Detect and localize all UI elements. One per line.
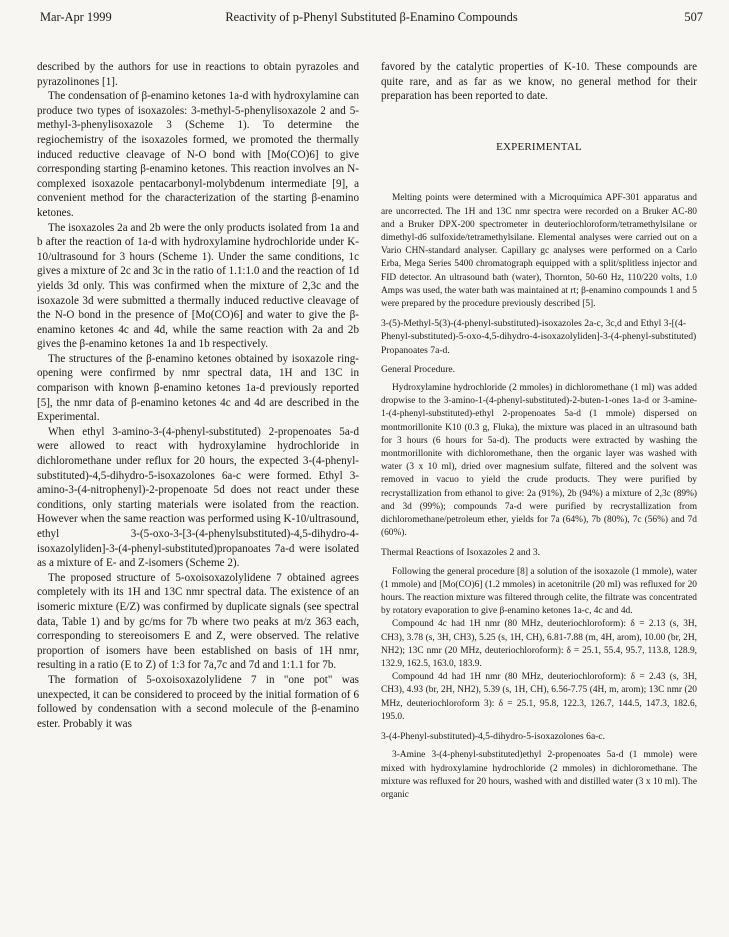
paragraph: The condensation of β-enamino ketones 1a-d with hydroxylamine can produce two types of isoxazoles: 3-methyl-5-phenylisoxazole 2 and 5-methyl-3-phenylisoxazole 3 (Scheme 1). To determine the regiochemistry of the isoxazoles formed, we promoted the thermally induced reductive cleavage of N-O bond with [Mo(CO)6] to give corresponding starting β-enamino ketones. This reaction involves an N-complexed isoxazole pentacarbonyl-molybdenum intermediate [9], a convenient method for the characterization of the starting β-enamino ketones.: [37, 90, 359, 219]
paragraph: Compound 4d had 1H nmr (80 MHz, deuteriochloroform): δ = 2.43 (s, 3H, CH3), 4.93 (br, 2H, NH2), 5.39 (s, 1H, CH), 6.56-7.75 (4H, m, arom); 13C nmr (20 MHz, deuteriochloroform 3): δ = 25.1, 95.8, 122.3, 126.7, 144.5, 147.3, 182.6, 195.0.: [381, 672, 697, 722]
paragraph: Following the general procedure [8] a solution of the isoxazole (1 mmole), water (1 mmole) and [Mo(CO)6] (1.2 mmoles) in acetonitrile (20 ml) was refluxed for 20 hours. The reaction mixture was filtered through celite, the filtrate was concentrated by rotatory evaporation to give β-enamino ketones 1a-c, 4c and 4d.: [381, 566, 697, 617]
paragraph: The structures of the β-enamino ketones obtained by isoxazole ring-opening were confirmed by nmr spectral data, 1H and 13C in comparison with known β-enamino ketones 1a-d previously reported [5], the nmr data of β-enamino ketones 4c and 4d are described in the Experimental.: [37, 352, 359, 424]
paragraph: Compound 4c had 1H nmr (80 MHz, deuteriochloroform): δ = 2.13 (s, 3H, CH3), 3.78 (s, 3H, CH3), 5.25 (s, 1H, CH), 6.81-7.88 (m, 4H, arom), 10.00 (br, 2H, NH2); 13C nmr (20 MHz, deuteriochloroform): δ = 25.1, 55.4, 95.7, 113.8, 128.9, 132.9, 162.5, 163.0, 183.9.: [381, 619, 697, 670]
paragraph: The formation of 5-oxoisoxazolylidene 7 in "one pot" was unexpected, it can be considered to proceed by the initial formation of 6 followed by condensation with a second molecule of the β-enamino ester. Probably it was: [37, 673, 359, 730]
section-heading: EXPERIMENTAL: [496, 140, 582, 153]
paragraph: 3-Amine 3-(4-phenyl-substituted)ethyl 2-propenoates 5a-d (1 mmole) were mixed with hydroxylamine hydrochloride (2 mmoles) in dichloromethane. The mixture was refluxed for 20 hours, washed with and distilled water (3 x 10 ml). The organic: [381, 750, 697, 800]
left-column: [37, 60, 359, 731]
paragraph: described by the authors for use in reactions to obtain pyrazoles and pyrazolinones [1].: [37, 61, 359, 88]
subsection-heading: 3-(5)-Methyl-5(3)-(4-phenyl-substituted)-isoxazoles 2a-c, 3c,d and Ethyl 3-[(4-Phenyl-substituted)-5-oxo-4,5-dihydro-4-isoxazolyliden]-3-(4-phenyl-substituted) Propanoates 7a-d.: [381, 318, 697, 356]
running-title: Reactivity of p-Phenyl Substituted β-Enamino Compounds: [225, 10, 518, 24]
paragraph: The isoxazoles 2a and 2b were the only products isolated from 1a and b after the reaction of 1a-d with hydroxylamine hydrochloride under K-10/ultrasound for 3 hours (Scheme 1). Under the same conditions, 1c gives a mixture of 2c and 3c in the ratio of 1.1:1.0 and the reaction of 1d yields 3d only. This was confirmed when the mixture of 2,3c and the isoxazole 3d were submitted a thermally induced reductive cleavage of the N-O bond in the presence of [Mo(CO)6] and water to give the β-enamino ketones 4c and 4d, while the same reaction with 2a and 2b gives the β-enamino ketones 1a and 1b respectively.: [37, 221, 359, 351]
issue-date: Mar-Apr 1999: [40, 10, 112, 24]
page-number: 507: [684, 10, 703, 24]
paragraph: Melting points were determined with a Microquímica APF-301 apparatus and are uncorrected. The 1H and 13C nmr spectra were recorded on a Bruker AC-80 and a Bruker DPX-200 spectrometer in deuteriochloroform/tetramethylsilane or dimethyl-d6 sulfoxide/tetramethylsilane. Elemental analyses were carried out on a Vario CHN-standard analyser. Capillary gc analyses were performed on a Carlo Erba, Mega Series 5400 chromatograph equipped with a split/splitless injector and FID detector. An ultrasound bath (water), Thornton, 50-60 Hz, 110/220 volts, 1.0 Amps was used, the water bath was maintained at rt; β-enamino compounds 1 and 5 were prepared by the procedure previously described [5].: [381, 193, 697, 309]
procedure-label: General Procedure.: [381, 363, 456, 375]
paragraph: Hydroxylamine hydrochloride (2 mmoles) in dichloromethane (1 ml) was added dropwise to the 3-amino-1-(4-phenyl-substituted)-2-buten-1-ones 1a-d or 3-amine-1-(4-phenyl-substituted)-ethyl 2-propenoates 5a-d (1 mmole) dispersed on montmorillonite K10 (0.3 g, Fluka), the mixture was placed in an ultrasound bath for 3 hours (6 hours for 5a-d). The products were extracted by washing the montmorillonite with dichloromethane, then the organic layer was washed with water (3 x 10 ml), dried over magnesium sulfate, filtered and the solvent was removed in vacuo to yield the crude products. They were purified by recrystallization from ethanol to give: 2a (91%), 2b (94%) a mixture of 2,3c (89%) and 3d (99%); compounds 7a-d were purified by recrystallization from dichloromethane/petroleum ether, yields for 7a (64%), 7b (80%), 7c (56%) and 7d (60%).: [381, 383, 697, 539]
running-header: [40, 10, 703, 32]
paragraph: favored by the catalytic properties of K-10. These compounds are quite rare, and as far as we know, no general method for their preparation has been reported to date.: [381, 61, 697, 103]
subsection-heading: 3-(4-Phenyl-substituted)-4,5-dihydro-5-isoxazolones 6a-c.: [381, 731, 606, 743]
paragraph: The proposed structure of 5-oxoisoxazolylidene 7 obtained agrees completely with its 1H and 13C nmr spectral data. The existence of an isomeric mixture (E/Z) was confirmed by duplicate signals (see spectral data, Table 1) and by gc/ms for 7b where two peaks at m/z 363 each, corresponding to stereoisomers E and Z, were observed. The relative proportion of isomers have been established on basis of 1H nmr, resulting in a ratio (E to Z) of 1:3 for 7a,7c and 7d and 1:1.1 for 7b.: [37, 571, 359, 672]
subsection-heading: Thermal Reactions of Isoxazoles 2 and 3.: [381, 547, 541, 559]
paragraph: When ethyl 3-amino-3-(4-phenyl-substituted) 2-propenoates 5a-d were allowed to react with hydroxylamine hydrochloride in dichloromethane under reflux for 20 hours, the expected 3-(4-phenyl-substituted)-4,5-dihydro-5-isoxazolones 6a-c were formed. Ethyl 3-amino-3-(4-nitrophenyl)-2-propenoate 5d does not react under these conditions, only starting materials were isolated from the reaction. However when the same reaction was performed using K-10/ultrasound, ethyl 3-(5-oxo-3-[3-(4-phenylsubstituted)-4,5-dihydro-4-isoxazolyliden]-3-(4-phenyl-substituted)propanoates 7a-d were isolated as a mixture of E- and Z-isomers (Scheme 2).: [37, 425, 359, 570]
right-column: [381, 60, 697, 802]
